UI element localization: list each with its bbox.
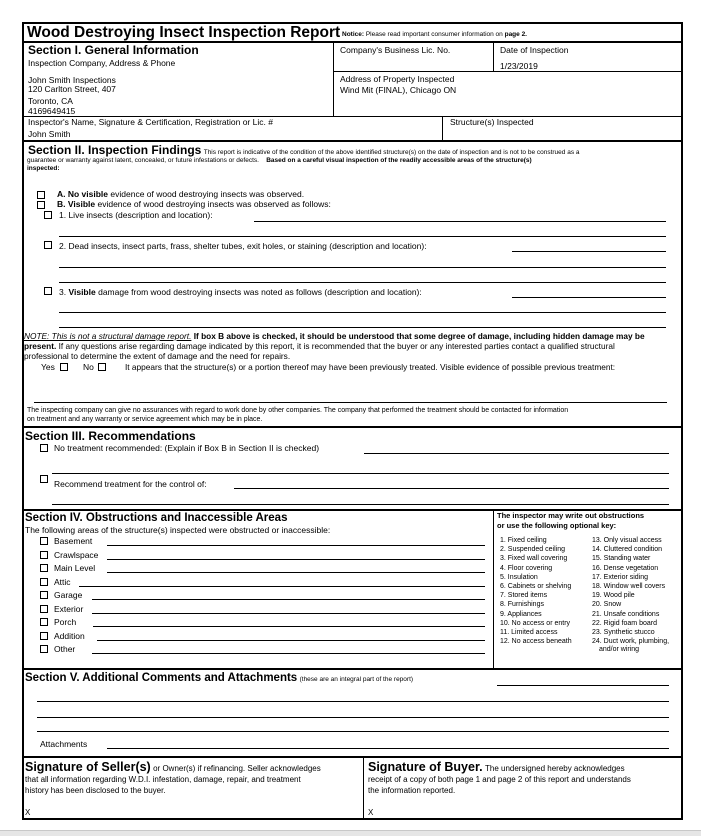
notice-page-link[interactable]: page 2. bbox=[504, 31, 527, 38]
key-item: 11. Limited access bbox=[500, 629, 558, 636]
option-a-label bbox=[57, 189, 304, 199]
buyer-heading bbox=[368, 760, 625, 774]
area-field[interactable] bbox=[92, 613, 485, 614]
notice-text: Please read important consumer information on bbox=[365, 31, 503, 38]
divider bbox=[333, 42, 334, 117]
divider bbox=[22, 140, 683, 142]
section5-title: Section V. Additional Comments and Attachments bbox=[25, 672, 298, 684]
key-title-line2: or use the following optional key: bbox=[497, 521, 617, 530]
section2-intro-line2 bbox=[27, 156, 532, 166]
buyer-text-line2: receipt of a copy of both page 1 and page 2 of this report and understands bbox=[368, 775, 631, 784]
item3-checkbox[interactable] bbox=[44, 287, 52, 295]
area-field[interactable] bbox=[97, 640, 485, 641]
key-item: and/or wiring bbox=[599, 646, 640, 654]
option-b-text: evidence of wood destroying insects was observed as follows: bbox=[97, 199, 331, 209]
license-field[interactable] bbox=[340, 58, 490, 68]
section2-intro-text: guarantee or warranty against latent, concealed, or future infestations or defects. bbox=[27, 157, 259, 164]
area-label: Other bbox=[54, 644, 76, 654]
no-label: No bbox=[83, 362, 94, 372]
divider bbox=[493, 42, 494, 71]
area-label: Addition bbox=[54, 630, 85, 641]
buyer-signature-field[interactable]: X bbox=[368, 808, 374, 817]
comments-field-1[interactable] bbox=[497, 685, 669, 686]
divider bbox=[22, 756, 683, 758]
seller-text-line3: history has been disclosed to the buyer. bbox=[25, 786, 166, 795]
company-name[interactable]: John Smith Inspections bbox=[28, 75, 116, 85]
area-label: Crawlspace bbox=[54, 549, 99, 560]
inspector-name-field[interactable]: John Smith bbox=[28, 129, 71, 139]
item3-field-3[interactable] bbox=[59, 327, 666, 328]
license-label: Company's Business Lic. No. bbox=[340, 45, 451, 55]
structures-label: Structure(s) Inspected bbox=[450, 117, 534, 127]
seller-signature-field[interactable]: X bbox=[25, 808, 31, 817]
divider bbox=[442, 116, 443, 140]
area-checkbox[interactable] bbox=[40, 645, 48, 653]
key-item: 19. Wood pile bbox=[592, 592, 635, 600]
option-b-bold: B. Visible bbox=[57, 199, 96, 209]
section4-intro: The following areas of the structure(s) inspected were obstructed or inaccessible: bbox=[25, 525, 331, 535]
notice bbox=[342, 30, 527, 40]
item3-field[interactable] bbox=[512, 297, 666, 298]
item3-bold: Visible bbox=[68, 287, 96, 297]
area-field[interactable] bbox=[107, 559, 485, 560]
item1-label: 1. Live insects (description and location): bbox=[59, 210, 213, 220]
key-item: 8. Furnishings bbox=[500, 601, 544, 609]
item1-checkbox[interactable] bbox=[44, 211, 52, 219]
attachments-field[interactable] bbox=[107, 748, 669, 749]
buyer-title: Signature of Buyer. bbox=[368, 760, 483, 774]
no-treatment-checkbox[interactable] bbox=[40, 444, 48, 452]
item2-field-3[interactable] bbox=[59, 282, 666, 283]
area-checkbox[interactable] bbox=[40, 537, 48, 545]
area-checkbox[interactable] bbox=[40, 605, 48, 613]
section2-intro-line3: inspected: bbox=[27, 165, 60, 172]
yes-label: Yes bbox=[41, 362, 55, 372]
key-item: 18. Window well covers bbox=[592, 583, 666, 590]
report-title: Wood Destroying Insect Inspection Report bbox=[27, 24, 341, 41]
option-a-text: evidence of wood destroying insects was observed. bbox=[110, 189, 305, 199]
area-field[interactable] bbox=[92, 599, 485, 600]
key-item: 13. Only visual access bbox=[592, 537, 662, 544]
key-item: 24. Duct work, plumbing, bbox=[592, 638, 670, 646]
area-field[interactable] bbox=[107, 545, 485, 546]
buyer-text-line3: the information reported. bbox=[368, 786, 456, 795]
date-label: Date of Inspection bbox=[500, 45, 569, 55]
section2-intro-bold: Based on a careful visual inspection of the readily accessible areas of the structure(s) bbox=[266, 157, 532, 164]
seller-text: or Owner(s) if refinancing. Seller acknowledges bbox=[153, 764, 321, 773]
area-checkbox[interactable] bbox=[40, 591, 48, 599]
property-label: Address of Property Inspected bbox=[340, 74, 455, 84]
recommend-treatment-label: Recommend treatment for the control of: bbox=[54, 479, 207, 489]
seller-title: Signature of Seller(s) bbox=[25, 760, 151, 774]
recommend-treatment-field-2[interactable] bbox=[52, 504, 669, 505]
treated-text: It appears that the structure(s) or a portion thereof may have been previously treated. Visible evidence of possible previous treatment: bbox=[125, 362, 616, 372]
item1-field-2[interactable] bbox=[59, 236, 666, 237]
recommend-treatment-field[interactable] bbox=[234, 488, 669, 489]
section1-title: Section I. General Information bbox=[28, 43, 199, 57]
item3-label bbox=[59, 287, 422, 297]
key-item: 9. Appliances bbox=[500, 610, 542, 618]
key-item: 1. Fixed ceiling bbox=[500, 537, 547, 544]
attachments-label: Attachments bbox=[40, 739, 88, 749]
key-item: 23. Synthetic stucco bbox=[592, 629, 655, 636]
bottom-scroll-strip bbox=[0, 830, 701, 836]
note-line2 bbox=[24, 341, 615, 351]
area-field[interactable] bbox=[79, 586, 485, 587]
item3-text: damage from wood destroying insects was noted as follows (description and location): bbox=[98, 287, 422, 297]
area-checkbox[interactable] bbox=[40, 551, 48, 559]
no-treatment-label: No treatment recommended: (Explain if Box B in Section II is checked) bbox=[54, 443, 320, 453]
section2-intro: This report is indicative of the condition of the above identified structure(s) on the date of inspection and is not to be construed as a bbox=[203, 149, 580, 156]
key-item: 16. Dense vegetation bbox=[592, 564, 659, 572]
section5-heading bbox=[25, 671, 413, 685]
no-treatment-field-2[interactable] bbox=[52, 473, 669, 474]
key-item: 21. Unsafe conditions bbox=[592, 610, 660, 618]
company-label: Inspection Company, Address & Phone bbox=[28, 58, 176, 68]
key-item: 22. Rigid foam board bbox=[592, 619, 657, 627]
key-item: 7. Stored items bbox=[500, 592, 548, 600]
area-label: Main Level bbox=[54, 563, 96, 573]
note-line3: professional to determine the extent of damage and the need for repairs. bbox=[24, 351, 291, 361]
item3-field-2[interactable] bbox=[59, 312, 666, 313]
key-item: 2. Suspended ceiling bbox=[500, 546, 565, 554]
item2-field[interactable] bbox=[512, 251, 666, 252]
company-city[interactable]: Toronto, CA bbox=[28, 96, 73, 106]
area-checkbox[interactable] bbox=[40, 632, 48, 640]
company-street[interactable]: 120 Carlton Street, 407 bbox=[28, 84, 116, 94]
area-checkbox[interactable] bbox=[40, 578, 48, 586]
area-field[interactable] bbox=[107, 572, 485, 573]
note-label: NOTE: This is not a structural damage report. bbox=[24, 331, 192, 341]
key-item: 15. Standing water bbox=[592, 555, 651, 563]
note-line1 bbox=[24, 331, 645, 341]
divider bbox=[333, 71, 683, 72]
comments-field-4[interactable] bbox=[37, 731, 669, 732]
section3-title: Section III. Recommendations bbox=[25, 429, 196, 443]
key-item: 12. No access beneath bbox=[500, 638, 572, 646]
key-item: 4. Floor covering bbox=[500, 564, 553, 572]
section4-title: Section IV. Obstructions and Inaccessible Areas bbox=[25, 512, 288, 524]
comments-field-3[interactable] bbox=[37, 717, 669, 718]
section2-title: Section II. Inspection Findings bbox=[28, 143, 202, 157]
company-phone[interactable]: 4169649415 bbox=[28, 106, 76, 116]
treatment-evidence-field[interactable] bbox=[34, 402, 667, 403]
seller-text-line2: that all information regarding W.D.I. infestation, damage, repair, and treatment bbox=[25, 775, 301, 784]
key-item: 10. No access or entry bbox=[500, 619, 571, 627]
note-text: If any questions arise regarding damage indicated by this report, it is recommended that the buyer or any interested parties contact a qualified structural bbox=[58, 341, 615, 351]
divider bbox=[363, 757, 364, 819]
option-a-bold: A. No visible bbox=[57, 189, 109, 199]
notice-label: Notice: bbox=[342, 31, 365, 38]
property-address-field[interactable]: Wind Mit (FINAL), Chicago ON bbox=[340, 85, 457, 95]
divider bbox=[22, 426, 683, 428]
inspector-label: Inspector's Name, Signature & Certification, Registration or Lic. # bbox=[28, 117, 273, 127]
option-b-checkbox[interactable] bbox=[37, 201, 45, 209]
key-item: 5. Insulation bbox=[500, 573, 538, 581]
option-a-checkbox[interactable] bbox=[37, 191, 45, 199]
item3-number: 3. bbox=[59, 287, 67, 297]
key-item: 20. Snow bbox=[592, 601, 622, 609]
structures-field[interactable] bbox=[450, 129, 675, 139]
item2-field-2[interactable] bbox=[59, 267, 666, 268]
note-bold: If box B above is checked, it should be understood that some degree of damage, including hidden damage may be bbox=[193, 331, 645, 341]
recommend-treatment-checkbox[interactable] bbox=[40, 475, 48, 483]
item1-field[interactable] bbox=[254, 221, 666, 222]
treated-yes-checkbox[interactable] bbox=[60, 363, 68, 371]
area-checkbox[interactable] bbox=[40, 564, 48, 572]
area-checkbox[interactable] bbox=[40, 618, 48, 626]
divider bbox=[493, 510, 494, 668]
key-item: 17. Exterior siding bbox=[592, 573, 649, 581]
area-label: Exterior bbox=[54, 603, 84, 614]
section5-subtitle: (these are an integral part of the report) bbox=[299, 676, 414, 683]
seller-heading bbox=[25, 760, 321, 774]
area-field[interactable] bbox=[92, 653, 485, 654]
option-b-label bbox=[57, 199, 331, 209]
date-field[interactable]: 1/23/2019 bbox=[500, 61, 538, 71]
key-item: 3. Fixed wall covering bbox=[500, 555, 568, 563]
key-item: 6. Cabinets or shelving bbox=[500, 583, 572, 590]
area-label: Porch bbox=[54, 617, 77, 627]
key-title-line1: The inspector may write out obstructions bbox=[497, 511, 645, 520]
divider bbox=[22, 668, 683, 670]
note-present: present. bbox=[24, 341, 57, 351]
key-item: 14. Cluttered condition bbox=[592, 546, 663, 554]
area-label: Garage bbox=[54, 590, 83, 600]
area-label: Attic bbox=[54, 576, 71, 587]
buyer-text: The undersigned hereby acknowledges bbox=[484, 764, 625, 773]
item2-checkbox[interactable] bbox=[44, 241, 52, 249]
disclaimer-line1: The inspecting company can give no assurances with regard to work done by other companies. The company that performed the treatment should be contacted for information bbox=[27, 407, 569, 414]
comments-field-2[interactable] bbox=[37, 701, 669, 702]
area-label: Basement bbox=[54, 536, 93, 546]
no-treatment-field[interactable] bbox=[364, 453, 669, 454]
area-field[interactable] bbox=[93, 626, 485, 627]
disclaimer-line2: on treatment and any warranty or service agreement which may be in place. bbox=[27, 416, 263, 423]
item2-label: 2. Dead insects, insect parts, frass, shelter tubes, exit holes, or staining (description and location): bbox=[59, 241, 427, 251]
treated-no-checkbox[interactable] bbox=[98, 363, 106, 371]
